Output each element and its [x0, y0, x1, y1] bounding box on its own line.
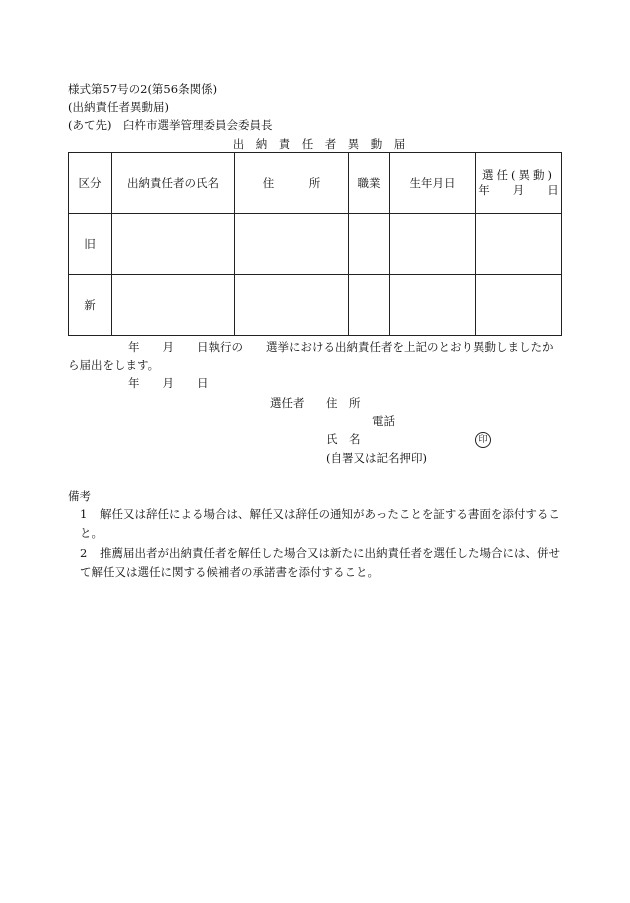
header-appoint-top: 選任(異動) [482, 168, 555, 182]
table-row [69, 275, 562, 336]
cell-name-old[interactable] [112, 214, 235, 275]
statement-date: 年 月 日 [128, 376, 209, 390]
cell-birth-new[interactable] [390, 275, 476, 336]
signer-address-label: 住 所 [326, 396, 361, 410]
header-name: 出納責任者の氏名 [112, 153, 235, 214]
statement-line-2: ら届出をします。 [68, 358, 160, 372]
cell-address-old[interactable] [235, 214, 349, 275]
addressee: (あて先) 臼杵市選挙管理委員会委員長 [68, 118, 273, 132]
remark-number: 1 [80, 507, 88, 521]
change-table [68, 152, 562, 336]
header-appoint-bottom: 年 月 日 [478, 183, 559, 197]
table-row [69, 214, 562, 275]
signer-label: 選任者 [270, 396, 305, 410]
header-kubun: 区分 [69, 153, 112, 214]
signature-note: (自署又は記名押印) [326, 451, 427, 465]
cell-address-new[interactable] [235, 275, 349, 336]
header-job: 職業 [349, 153, 390, 214]
document-title: 出 納 責 任 者 異 動 届 [232, 137, 406, 151]
cell-appoint-old[interactable] [476, 214, 562, 275]
statement-line-1: 年 月 日執行の 選挙における出納責任者を上記のとおり異動しましたか [128, 340, 554, 354]
row-label-new: 新 [69, 275, 112, 336]
signer-name-label: 氏 名 [326, 432, 361, 446]
remark-item [80, 544, 564, 582]
remarks-heading: 備考 [68, 489, 91, 503]
remark-item [80, 505, 564, 543]
header-address: 住 所 [235, 153, 349, 214]
table-header-row [69, 153, 562, 214]
remark-number: 2 [80, 546, 88, 560]
seal-mark: 印 [475, 432, 491, 448]
remark-text: 解任又は辞任による場合は、解任又は辞任の通知があったことを証する書面を添付すること。 [80, 507, 560, 540]
cell-job-new[interactable] [349, 275, 390, 336]
cell-job-old[interactable] [349, 214, 390, 275]
form-number: 様式第57号の2(第56条関係) [68, 82, 218, 96]
header-birth: 生年月日 [390, 153, 476, 214]
cell-name-new[interactable] [112, 275, 235, 336]
cell-birth-old[interactable] [390, 214, 476, 275]
row-label-old: 旧 [69, 214, 112, 275]
form-kind: (出納責任者異動届) [68, 100, 169, 114]
signer-phone-label: 電話 [372, 414, 395, 428]
header-appoint [476, 153, 562, 214]
remark-text: 推薦届出者が出納責任者を解任した場合又は新たに出納責任者を選任した場合には、併せて解任又は選任に関する候補者の承諾書を添付すること。 [80, 546, 560, 579]
cell-appoint-new[interactable] [476, 275, 562, 336]
